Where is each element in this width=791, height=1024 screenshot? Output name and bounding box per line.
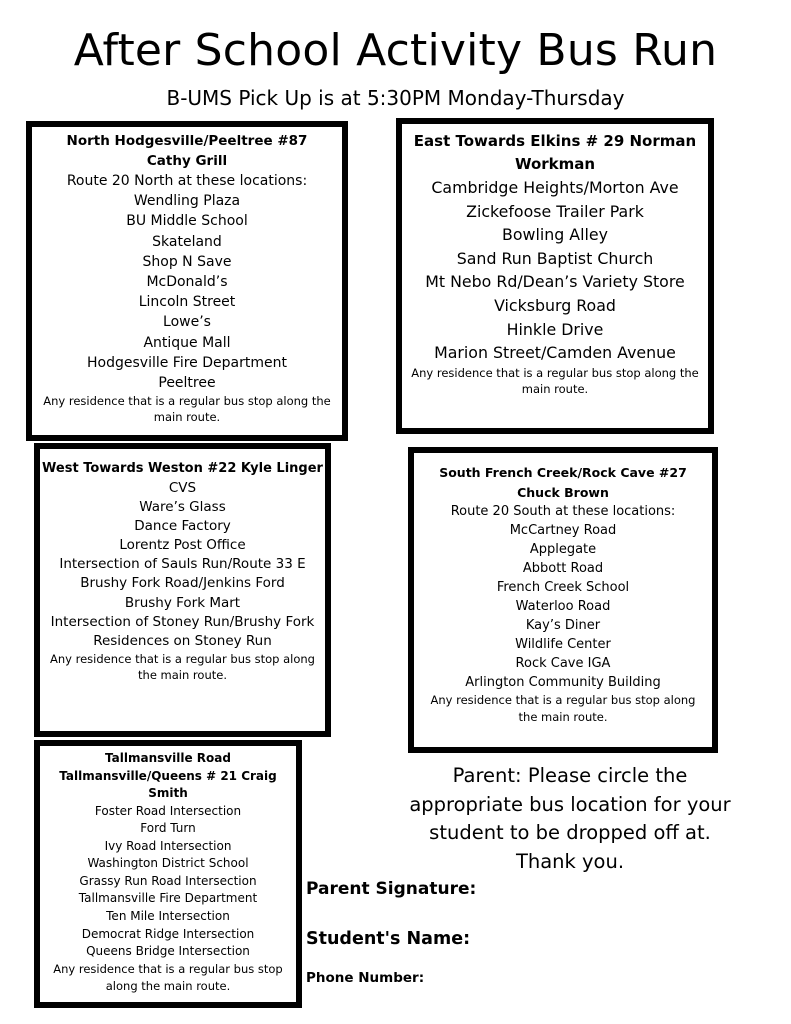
route-stop: Residences on Stoney Run — [93, 632, 272, 649]
route-stop: BU Middle School — [126, 213, 248, 230]
route-heading: West Towards Weston #22 Kyle Linger — [42, 461, 323, 476]
route-stop: Grassy Run Road Intersection — [79, 873, 257, 888]
route-box-north — [26, 121, 348, 441]
route-note: Any residence that is a regular bus stop along the main route. — [411, 365, 699, 396]
route-stop: Lorentz Post Office — [119, 537, 246, 554]
route-stop: Lincoln Street — [138, 294, 236, 311]
route-stop: Bowling Alley — [502, 225, 608, 245]
route-stop: Sand Run Baptist Church — [456, 248, 654, 268]
route-stop: Ivy Road Intersection — [104, 838, 232, 853]
route-heading: North Hodgesville/Peeltree #87 Cathy Grill — [66, 133, 308, 169]
route-note: Any residence that is a regular bus stop along the main route. — [50, 651, 315, 682]
route-heading: Tallmansville Road Tallmansville/Queens # 21 Craig Smith — [59, 751, 277, 800]
route-stop: Rock Cave IGA — [515, 656, 611, 671]
route-heading: East Towards Elkins # 29 Norman Workman — [413, 132, 697, 173]
route-stop: Waterloo Road — [515, 599, 611, 614]
route-stop: Ten Mile Intersection — [106, 909, 230, 924]
route-stop: Lowe’s — [163, 314, 211, 331]
route-stop: Dance Factory — [134, 518, 231, 535]
route-note: Any residence that is a regular bus stop along the main route. — [430, 693, 696, 724]
route-note: Any residence that is a regular bus stop along the main route. — [53, 961, 283, 993]
route-stop: Intersection of Sauls Run/Route 33 E — [59, 556, 306, 573]
route-stop: Kay’s Diner — [525, 618, 601, 633]
route-stop: Ford Turn — [140, 821, 196, 836]
route-stop: Wildlife Center — [515, 637, 611, 652]
route-stop: Queens Bridge Intersection — [86, 944, 250, 959]
route-stop: Brushy Fork Road/Jenkins Ford — [80, 575, 285, 592]
route-stop: Marion Street/Camden Avenue — [434, 343, 676, 363]
route-stop: Hinkle Drive — [506, 319, 604, 339]
route-stop: CVS — [168, 480, 197, 496]
route-box-tallmansville — [34, 740, 302, 1008]
route-stop: McDonald’s — [146, 274, 228, 291]
route-stop: Washington District School — [87, 856, 249, 871]
route-stop: French Creek School — [496, 580, 630, 595]
route-stop: Foster Road Intersection — [94, 803, 242, 818]
route-stop: Zickefoose Trailer Park — [466, 201, 644, 221]
parent-instructions: Parent: Please circle the appropriate bus location for your student to be dropped off at. Thank you. — [409, 764, 731, 873]
route-note: Any residence that is a regular bus stop along the main route. — [43, 394, 331, 425]
route-box-west — [34, 443, 331, 737]
route-stop: Peeltree — [158, 375, 216, 392]
route-stop: Brushy Fork Mart — [124, 594, 241, 611]
route-stop: Democrat Ridge Intersection — [81, 926, 255, 941]
route-stop: McCartney Road — [509, 523, 617, 538]
route-stop: Arlington Community Building — [465, 675, 661, 690]
route-stop: Tallmansville Fire Department — [78, 891, 258, 906]
route-stop: Skateland — [152, 233, 222, 250]
route-stop: Ware’s Glass — [139, 499, 226, 516]
student-name-label: Student's Name: — [306, 929, 471, 949]
route-stop: Mt Nebo Rd/Dean’s Variety Store — [425, 272, 685, 292]
route-stop: Route 20 North at these locations: — [66, 173, 308, 189]
route-stop: Route 20 South at these locations: — [450, 504, 676, 519]
route-stop: Abbott Road — [522, 561, 604, 576]
page-title: After School Activity Bus Run — [73, 25, 718, 76]
route-box-east — [396, 118, 714, 434]
route-stop: Vicksburg Road — [494, 295, 616, 315]
phone-number-label: Phone Number: — [306, 970, 425, 986]
route-stop: Applegate — [529, 542, 597, 557]
route-stop: Wendling Plaza — [133, 193, 241, 210]
route-heading: South French Creek/Rock Cave #27 Chuck Brown — [439, 465, 687, 500]
route-stop: Shop N Save — [142, 253, 232, 270]
route-stop: Cambridge Heights/Morton Ave — [431, 178, 679, 197]
route-stop: Hodgesville Fire Department — [87, 354, 287, 371]
page-subtitle: B-UMS Pick Up is at 5:30PM Monday-Thursday — [166, 86, 625, 110]
route-stop: Intersection of Stoney Run/Brushy Fork — [50, 613, 315, 630]
parent-signature-label: Parent Signature: — [306, 879, 477, 899]
route-stop: Antique Mall — [143, 334, 231, 351]
route-box-south — [408, 447, 718, 753]
